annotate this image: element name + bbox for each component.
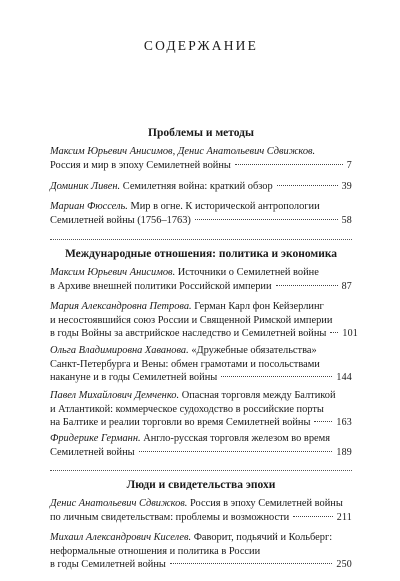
section-heading-people-testimonies: Люди и свидетельства эпохи	[126, 479, 276, 491]
contents-page	[50, 0, 359, 581]
entry-author: Мариан Фюссель.	[50, 201, 128, 212]
entry-title-line: Опасная торговля между Балтикой	[181, 390, 336, 401]
entry-title-line: и несостоявшийся союз России и Священной Римской империи	[50, 314, 333, 326]
entry-title-line: Санкт-Петербурга и Вены: обмен грамотами и посольствами	[50, 358, 320, 370]
entry-page-number: 101	[342, 328, 359, 340]
dot-leader	[276, 285, 338, 286]
entry-author: Доминик Ливен.	[50, 181, 121, 192]
entry-author: Денис Анатольевич Сдвижков.	[50, 498, 188, 509]
entry-author: Михаил Александрович Киселев.	[50, 532, 192, 543]
entry-page-number: 250	[336, 559, 352, 571]
section-heading-international-relations: Международные отношения: политика и экономика	[64, 248, 338, 260]
dot-leader	[293, 516, 333, 517]
entry-title-line: Герман Карл фон Кейзерлинг	[194, 301, 324, 312]
entry-title-line: Мир в огне. К исторической антропологии	[130, 201, 320, 212]
entry-title-line: Россия и мир в эпоху Семилетней войны	[50, 159, 231, 171]
toc-entry[interactable]	[50, 497, 352, 524]
toc-entry[interactable]	[50, 300, 359, 341]
toc-entry[interactable]	[50, 432, 352, 459]
entry-title-line: Семилетней войны	[50, 446, 135, 458]
entry-title-line: «Дружебные обязательства»	[191, 345, 317, 356]
section-divider	[50, 239, 352, 240]
dot-leader	[330, 332, 338, 333]
entry-author: Максим Юрьевич Анисимов, Денис Анатольевич Сдвижков.	[50, 146, 316, 157]
entry-author: Павел Михайлович Демченко.	[50, 390, 180, 401]
entry-title-line: и Атлантикой: коммерческое судоходство в российские порты	[50, 403, 324, 415]
entry-title-line: Фаворит, подьячий и Кольберг:	[193, 532, 333, 543]
entry-title-line: по личным свидетельствам: проблемы и возможности	[50, 511, 290, 523]
entry-title-line: накануне и в годы Семилетней войны	[50, 372, 218, 384]
dot-leader	[235, 164, 343, 165]
entry-title-line: в годы Войны за австрийское наследство и Семилетней войны	[50, 328, 327, 340]
dot-leader	[195, 219, 338, 220]
entry-author: Мария Александровна Петрова.	[50, 301, 192, 312]
entry-title-line: неформальные отношения и политика в России	[50, 545, 261, 557]
toc-entry[interactable]	[50, 344, 352, 385]
entry-page-number: 39	[341, 181, 352, 192]
entry-page-number: 189	[336, 446, 352, 458]
entry-page-number: 144	[336, 372, 352, 384]
entry-title-line: Россия в эпоху Семилетней войны	[190, 498, 343, 509]
entry-page-number: 58	[341, 214, 352, 226]
toc-entry[interactable]	[50, 145, 352, 172]
entry-page-number: 7	[346, 159, 352, 171]
entry-author: Фридерике Германн.	[50, 433, 141, 444]
entry-title-line: Семилетняя война: краткий обзор	[122, 181, 273, 192]
entry-title-line: Англо-русская торговля железом во время	[143, 433, 330, 444]
entry-page-number: 211	[336, 511, 352, 523]
entry-author: Максим Юрьевич Анисимов.	[50, 267, 176, 278]
dot-leader	[221, 376, 332, 377]
entry-title-line: Источники о Семилетней войне	[177, 267, 319, 278]
toc-entry[interactable]	[50, 200, 352, 227]
page-title: СОДЕРЖАНИЕ	[143, 38, 259, 53]
section-heading-problems-methods: Проблемы и методы	[148, 127, 254, 139]
section-divider	[50, 470, 352, 471]
entry-title-line: на Балтике и реалии торговли во время Семилетней войны	[50, 417, 311, 429]
entry-author: Ольга Владимировна Хаванова.	[50, 345, 189, 356]
entry-title-line: в Архиве внешней политики Российской империи	[50, 280, 272, 292]
toc-entry[interactable]	[50, 180, 352, 194]
dot-leader	[170, 563, 333, 564]
toc-entry[interactable]	[50, 266, 352, 293]
toc-entry[interactable]	[50, 389, 352, 430]
entry-title-line: Семилетней войны (1756–1763)	[50, 214, 191, 226]
entry-page-number: 163	[336, 417, 352, 429]
dot-leader	[139, 451, 333, 452]
dot-leader	[314, 421, 332, 422]
dot-leader	[277, 185, 338, 186]
entry-title-line: в годы Семилетней войны	[50, 559, 166, 571]
entry-page-number: 87	[341, 280, 352, 292]
toc-entry[interactable]	[50, 531, 352, 572]
